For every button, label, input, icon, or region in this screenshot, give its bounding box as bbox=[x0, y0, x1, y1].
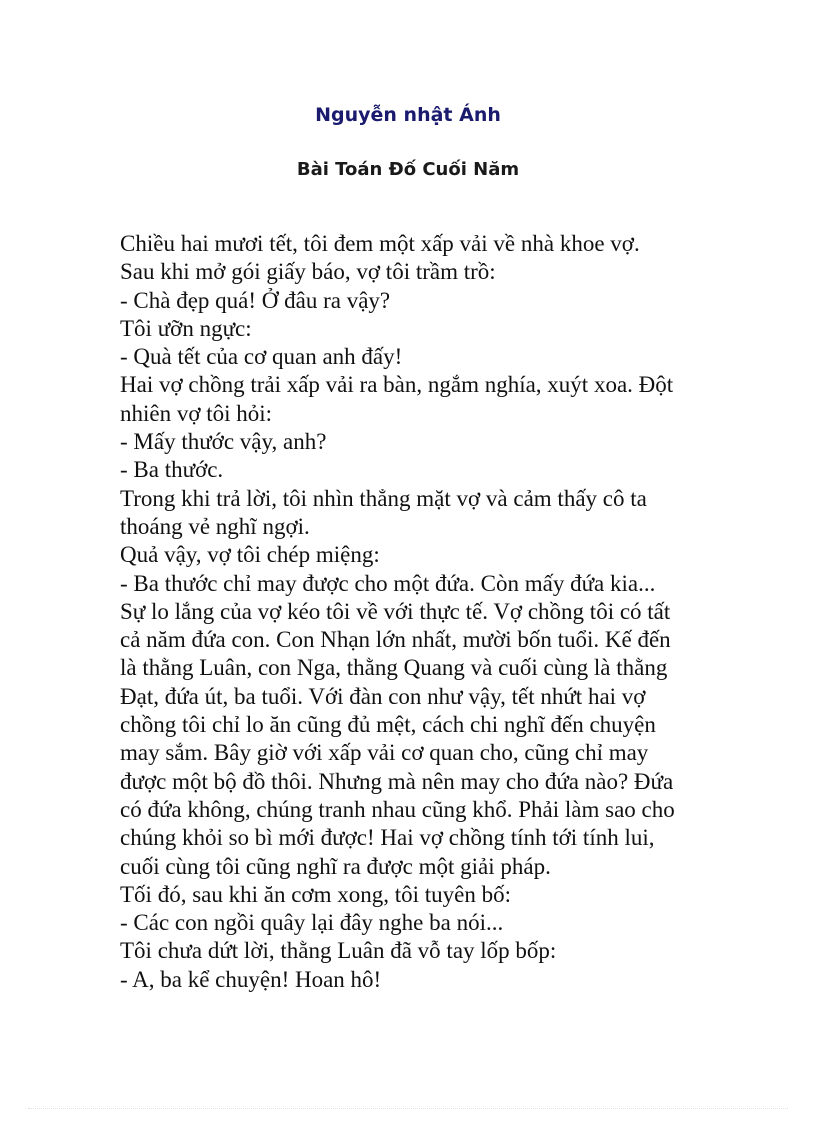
text-line: Đạt, đứa út, ba tuổi. Với đàn con như vậy, tết nhứt hai vợ bbox=[120, 683, 646, 709]
text-line: - Ba thước. bbox=[120, 457, 224, 483]
text-line: Hai vợ chồng trải xấp vải ra bàn, ngắm nghía, xuýt xoa. Đột bbox=[120, 372, 674, 398]
text-line: cả năm đứa con. Con Nhạn lớn nhất, mười bốn tuổi. Kế đến bbox=[120, 627, 671, 653]
text-line: Tôi chưa dứt lời, thằng Luân đã vỗ tay lốp bốp: bbox=[120, 938, 557, 964]
text-line: - Mấy thước vậy, anh? bbox=[120, 429, 327, 455]
text-line: cuối cùng tôi cũng nghĩ ra được một giải pháp. bbox=[120, 853, 551, 879]
author-name: Nguyễn nhật Ánh bbox=[315, 104, 501, 126]
text-line: - Ba thước chỉ may được cho một đứa. Còn mấy đứa kia... bbox=[120, 570, 656, 596]
text-line: có đứa không, chúng tranh nhau cũng khổ. Phải làm sao cho bbox=[120, 796, 675, 822]
text-line: Sự lo lắng của vợ kéo tôi về với thực tế. Vợ chồng tôi có tất bbox=[120, 598, 671, 624]
text-line: được một bộ đồ thôi. Nhưng mà nên may cho đứa nào? Đứa bbox=[120, 768, 674, 794]
text-line: - Các con ngồi quây lại đây nghe ba nói... bbox=[120, 910, 504, 936]
text-line: Tôi ưỡn ngực: bbox=[120, 315, 252, 341]
page-bottom-divider bbox=[28, 1108, 788, 1109]
text-line: - A, ba kể chuyện! Hoan hô! bbox=[120, 966, 382, 992]
text-line: Sau khi mở gói giấy báo, vợ tôi trầm trồ: bbox=[120, 259, 496, 285]
text-line: Tối đó, sau khi ăn cơm xong, tôi tuyên bố: bbox=[120, 881, 511, 907]
text-line: là thằng Luân, con Nga, thằng Quang và cuối cùng là thằng bbox=[120, 655, 668, 681]
text-line: may sắm. Bây giờ với xấp vải cơ quan cho, cũng chỉ may bbox=[120, 740, 649, 766]
text-line: nhiên vợ tôi hỏi: bbox=[120, 400, 273, 426]
text-line: chúng khỏi so bì mới được! Hai vợ chồng tính tới tính lui, bbox=[120, 825, 655, 851]
text-line: thoáng vẻ nghĩ ngợi. bbox=[120, 513, 310, 539]
text-line: - Quà tết của cơ quan anh đấy! bbox=[120, 344, 403, 370]
text-line: Quả vậy, vợ tôi chép miệng: bbox=[120, 542, 380, 568]
text-line: Chiều hai mươi tết, tôi đem một xấp vải về nhà khoe vợ. bbox=[120, 231, 640, 256]
text-line: - Chà đẹp quá! Ở đâu ra vậy? bbox=[120, 287, 391, 313]
text-line: chồng tôi chỉ lo ăn cũng đủ mệt, cách chi nghĩ đến chuyện bbox=[120, 712, 656, 738]
text-line: Trong khi trả lời, tôi nhìn thẳng mặt vợ và cảm thấy cô ta bbox=[120, 485, 647, 511]
story-body bbox=[120, 230, 700, 994]
story-title: Bài Toán Đố Cuối Năm bbox=[296, 159, 520, 180]
